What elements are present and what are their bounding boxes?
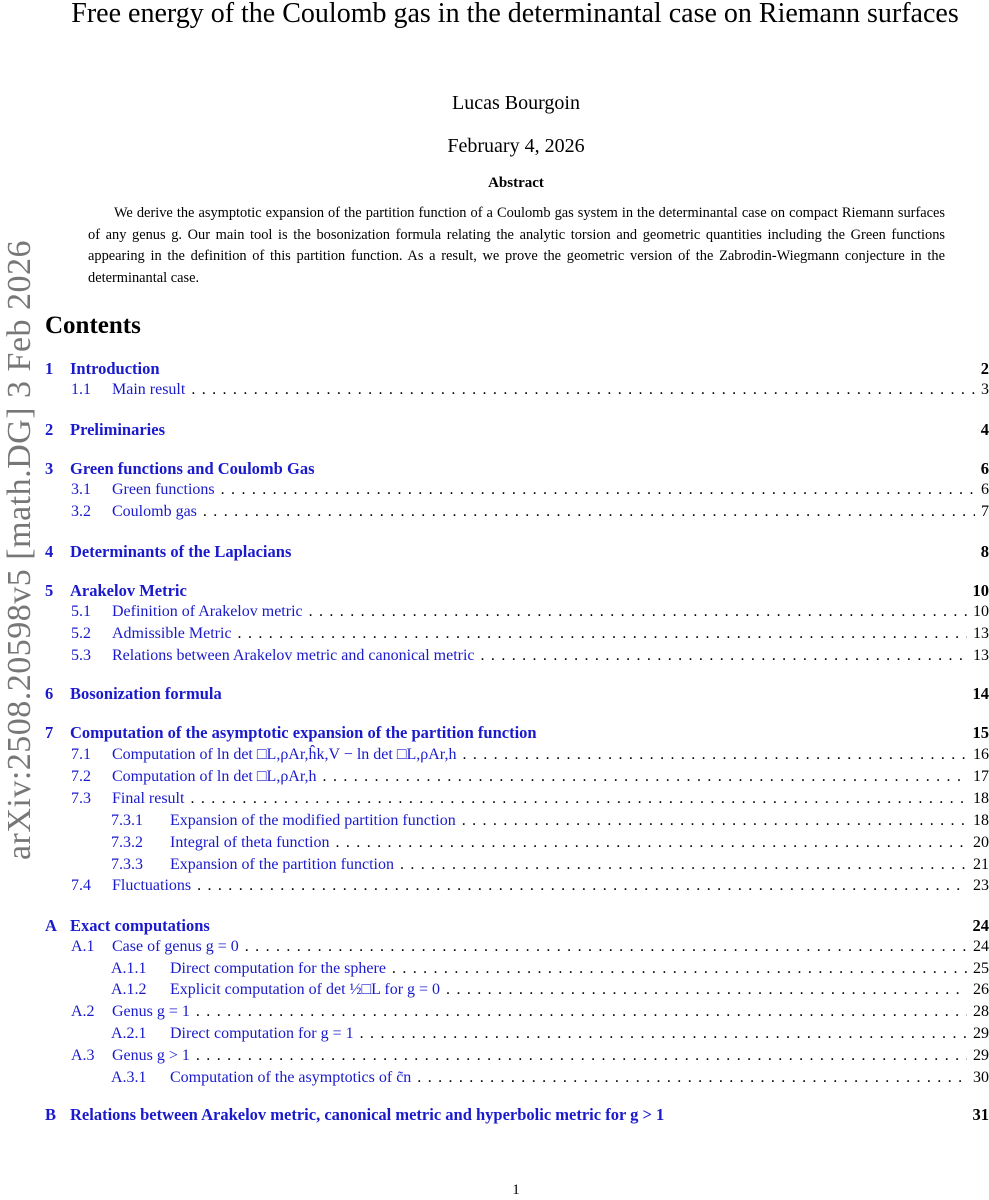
toc-entry[interactable]: A.3 Genus g > 1 . . . 29: [45, 1047, 989, 1069]
toc-entry[interactable]: 7.2 Computation of ln det □L,ρAr,h . . . 17: [45, 768, 989, 790]
toc-entry[interactable]: B Relations between Arakelov metric, canonical metric and hyperbolic metric for g > 1 31: [45, 1105, 989, 1124]
toc-entry[interactable]: 7.3.3 Expansion of the partition function . . . 21: [45, 856, 989, 878]
abstract-heading: Abstract: [488, 175, 544, 191]
toc-entry[interactable]: 1 Introduction 2: [45, 359, 989, 378]
arxiv-stamp: arXiv:2508.20598v5 [math.DG] 3 Feb 2026: [1, 239, 38, 861]
toc-entry[interactable]: 5.3 Relations between Arakelov metric and canonical metric . . . 13: [45, 647, 989, 669]
toc-entry[interactable]: 7.3 Final result . . . 18: [45, 790, 989, 812]
toc-entry[interactable]: 5.1 Definition of Arakelov metric . . . 10: [45, 603, 989, 625]
toc-entry[interactable]: 2 Preliminaries 4: [45, 420, 989, 439]
date: February 4, 2026: [447, 135, 585, 157]
toc-entry[interactable]: 5 Arakelov Metric 10: [45, 581, 989, 600]
toc-entry[interactable]: 7.3.1 Expansion of the modified partition function . . . 18: [45, 812, 989, 834]
toc-entry[interactable]: 4 Determinants of the Laplacians 8: [45, 542, 989, 561]
toc-entry[interactable]: 7.4 Fluctuations . . . 23: [45, 877, 989, 899]
toc-entry[interactable]: A.1.1 Direct computation for the sphere . . . 25: [45, 960, 989, 982]
toc-entry[interactable]: A.2.1 Direct computation for g = 1 . . . 29: [45, 1025, 989, 1047]
toc-entry[interactable]: 3.2 Coulomb gas . . . 7: [45, 503, 989, 525]
toc-entry[interactable]: 7 Computation of the asymptotic expansion of the partition function 15: [45, 723, 989, 742]
paper-title: Free energy of the Coulomb gas in the determinantal case on Riemann surfaces: [71, 0, 959, 29]
page-number: 1: [512, 1182, 520, 1198]
toc-entry[interactable]: 3 Green functions and Coulomb Gas 6: [45, 459, 989, 478]
toc-entry[interactable]: A.2 Genus g = 1 . . . 28: [45, 1003, 989, 1025]
toc-entry[interactable]: A.1.2 Explicit computation of det ½□L for g = 0 . . . 26: [45, 981, 989, 1003]
toc-entry[interactable]: 6 Bosonization formula 14: [45, 684, 989, 703]
abstract-text: We derive the asymptotic expansion of the partition function of a Coulomb gas system in the determinantal case on compact Riemann surfaces of any genus g. Our main tool is the bosonization formula relating the analytic torsion and geometric quantities including the Green functions appearing in the definition of this partition function. As a result, we prove the geometric version of the Zabrodin-Wiegmann conjecture in the determinantal case.: [88, 205, 945, 286]
toc-entry[interactable]: 1.1 Main result . . . 3: [45, 381, 989, 403]
toc-entry[interactable]: A.1 Case of genus g = 0 . . . 24: [45, 938, 989, 960]
toc-entry[interactable]: A.3.1 Computation of the asymptotics of c̃n . . . 30: [45, 1069, 989, 1091]
toc-entry[interactable]: 7.1 Computation of ln det □L,ρAr,ĥk,V − ln det □L,ρAr,h . . . 16: [45, 746, 989, 768]
toc-entry[interactable]: A Exact computations 24: [45, 916, 989, 935]
author: Lucas Bourgoin: [452, 92, 580, 114]
toc-entry[interactable]: 3.1 Green functions . . . 6: [45, 481, 989, 503]
toc-entry[interactable]: 5.2 Admissible Metric . . . 13: [45, 625, 989, 647]
contents-heading: Contents: [45, 312, 141, 339]
toc-entry[interactable]: 7.3.2 Integral of theta function . . . 20: [45, 834, 989, 856]
